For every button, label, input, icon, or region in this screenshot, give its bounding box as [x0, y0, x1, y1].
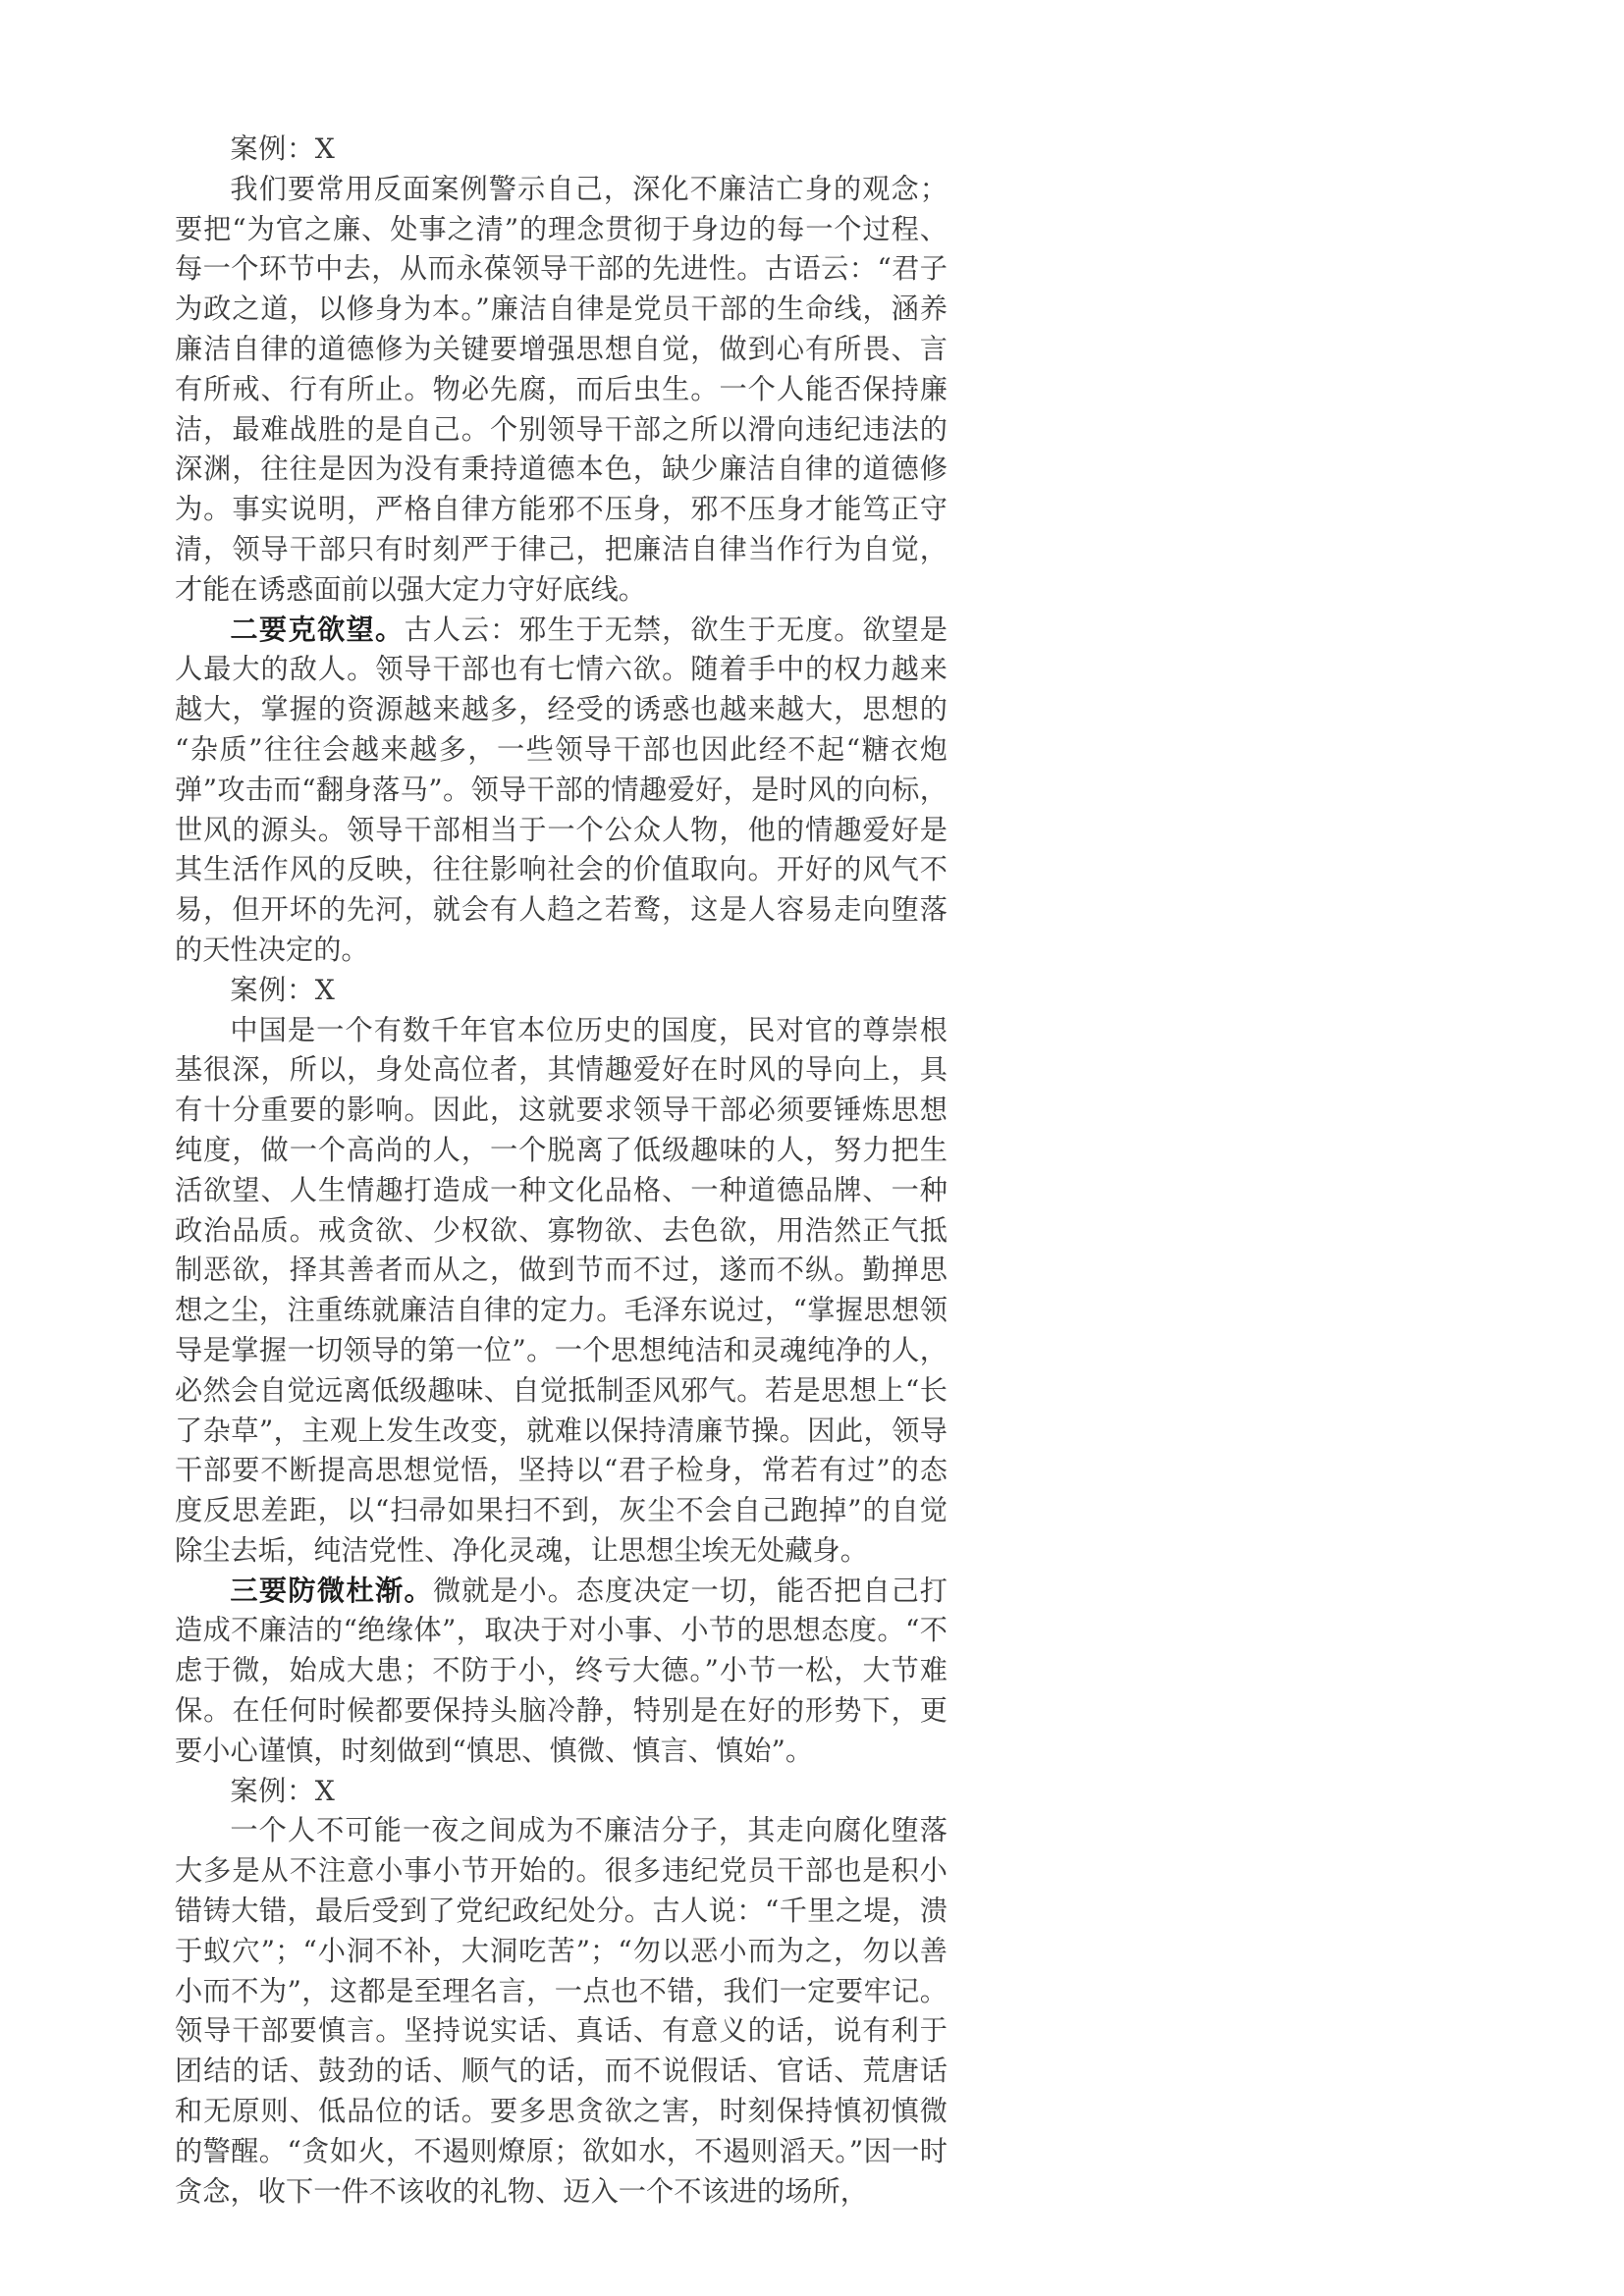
case-label-1	[175, 130, 947, 170]
paragraph-5	[175, 1811, 947, 2212]
paragraph-4-text: 微就是小。态度决定一切，能否把自己打造成不廉洁的“绝缘体”，取决于对小事、小节的思想态度。“不虑于微，始成大患；不防于小，终亏大德。”小节一松，大节难保。在任何时候都要保持头脑冷静，特别是在好的形势下，更要小心谨慎，时刻做到“慎思、慎微、慎言、慎始”。	[175, 1574, 947, 1767]
case-value-text: X	[314, 973, 335, 1006]
case-value-text: X	[314, 1774, 335, 1807]
case-label-text: 案例：	[230, 1774, 315, 1807]
paragraph-1	[175, 170, 947, 611]
case-label-2	[175, 971, 947, 1011]
paragraph-1-text: 我们要常用反面案例警示自己，深化不廉洁亡身的观念；要把“为官之廉、处事之清”的理念贯彻于身边的每一个过程、每一个环节中去，从而永葆领导干部的先进性。古语云：“君子为政之道，以修身为本。”廉洁自律是党员干部的生命线，涵养廉洁自律的道德修为关键要增强思想自觉，做到心有所畏、言有所戒、行有所止。物必先腐，而后虫生。一个人能否保持廉洁，最难战胜的是自己。个别领导干部之所以滑向违纪违法的深渊，往往是因为没有秉持道德本色，缺少廉洁自律的道德修为。事实说明，严格自律方能邪不压身，邪不压身才能笃正守清，领导干部只有时刻严于律己，把廉洁自律当作行为自觉，才能在诱惑面前以强大定力守好底线。	[175, 172, 947, 606]
paragraph-3-text: 中国是一个有数千年官本位历史的国度，民对官的尊崇根基很深，所以，身处高位者，其情趣爱好在时风的导向上，具有十分重要的影响。因此，这就要求领导干部必须要锤炼思想纯度，做一个高尚的人，一个脱离了低级趣味的人，努力把生活欲望、人生情趣打造成一种文化品格、一种道德品牌、一种政治品质。戒贪欲、少权欲、寡物欲、去色欲，用浩然正气抵制恶欲，择其善者而从之，做到节而不过，遂而不纵。勤掸思想之尘，注重练就廉洁自律的定力。毛泽东说过，“掌握思想领导是掌握一切领导的第一位”。一个思想纯洁和灵魂纯净的人，必然会自觉远离低级趣味、自觉抵制歪风邪气。若是思想上“长了杂草”，主观上发生改变，就难以保持清廉节操。因此，领导干部要不断提高思想觉悟，坚持以“君子检身，常若有过”的态度反思差距，以“扫帚如果扫不到，灰尘不会自己跑掉”的自觉除尘去垢，纯洁党性、净化灵魂，让思想尘埃无处藏身。	[175, 1013, 947, 1567]
case-label-text: 案例：	[230, 973, 315, 1006]
case-label-3	[175, 1772, 947, 1812]
section-heading-two: 二要克欲望。	[230, 613, 405, 646]
paragraph-4	[175, 1572, 947, 1772]
paragraph-2	[175, 611, 947, 971]
section-heading-three: 三要防微杜渐。	[230, 1574, 433, 1607]
paragraph-2-text: 古人云：邪生于无禁，欲生于无度。欲望是人最大的敌人。领导干部也有七情六欲。随着手中的权力越来越大，掌握的资源越来越多，经受的诱惑也越来越大，思想的“杂质”往往会越来越多，一些领导干部也因此经不起“糖衣炮弹”攻击而“翻身落马”。领导干部的情趣爱好，是时风的向标，世风的源头。领导干部相当于一个公众人物，他的情趣爱好是其生活作风的反映，往往影响社会的价值取向。开好的风气不易，但开坏的先河，就会有人趋之若鹜，这是人容易走向堕落的天性决定的。	[175, 613, 947, 966]
case-value-text: X	[314, 133, 335, 165]
case-label-text: 案例：	[230, 133, 315, 165]
paragraph-3	[175, 1011, 947, 1572]
document-text-column	[175, 130, 947, 2212]
paragraph-5-text: 一个人不可能一夜之间成为不廉洁分子，其走向腐化堕落大多是从不注意小事小节开始的。很多违纪党员干部也是积小错铸大错，最后受到了党纪政纪处分。古人说：“千里之堤，溃于蚁穴”；“小洞不补，大洞吃苦”；“勿以恶小而为之，勿以善小而不为”，这都是至理名言，一点也不错，我们一定要牢记。领导干部要慎言。坚持说实话、真话、有意义的话，说有利于团结的话、鼓劲的话、顺气的话，而不说假话、官话、荒唐话和无原则、低品位的话。要多思贪欲之害，时刻保持慎初慎微的警醒。“贪如火，不遏则燎原；欲如水，不遏则滔天。”因一时贪念，收下一件不该收的礼物、迈入一个不该进的场所，	[175, 1814, 947, 2208]
